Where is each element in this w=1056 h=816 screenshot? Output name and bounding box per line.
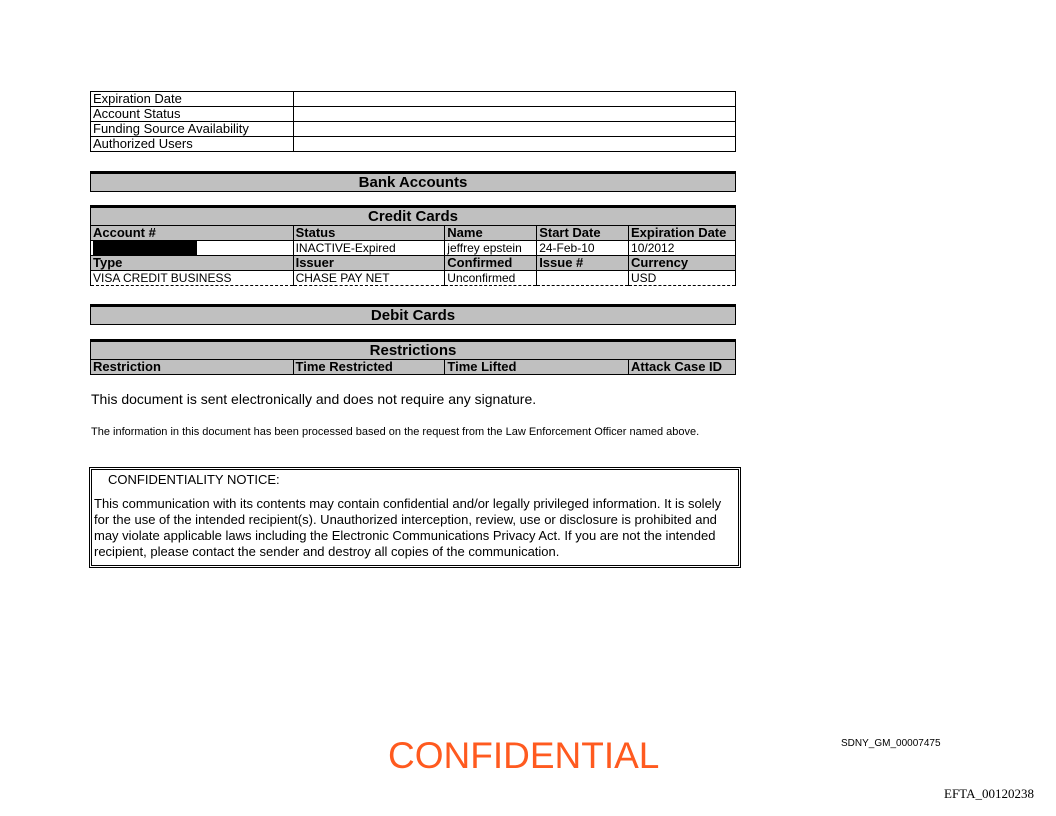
credit-cards-table (90, 225, 736, 286)
table-cell: 10/2012 (629, 241, 736, 256)
column-header: Type (91, 256, 294, 271)
table-row (91, 107, 736, 122)
column-header: Attack Case ID (629, 360, 736, 375)
column-header: Name (445, 226, 537, 241)
field-label: Account Status (91, 107, 294, 122)
table-row (91, 92, 736, 107)
table-cell: 24-Feb-10 (537, 241, 629, 256)
column-header: Start Date (537, 226, 629, 241)
table-cell: VISA CREDIT BUSINESS (91, 271, 294, 286)
column-header: Confirmed (445, 256, 537, 271)
column-header: Status (293, 226, 445, 241)
credit-cards-header: Credit Cards (90, 205, 736, 226)
bank-accounts-header: Bank Accounts (90, 171, 736, 192)
notice-title: CONFIDENTIALITY NOTICE: (108, 472, 280, 487)
table-row (91, 122, 736, 137)
column-header: Expiration Date (629, 226, 736, 241)
table-cell: USD (629, 271, 736, 286)
table-cell: INACTIVE-Expired (293, 241, 445, 256)
field-value (294, 107, 736, 122)
efta-number: EFTA_00120238 (944, 786, 1034, 801)
table-row (91, 271, 736, 286)
account-number-cell (91, 241, 294, 256)
table-cell (537, 271, 629, 286)
table-cell: Unconfirmed (445, 271, 537, 286)
processed-statement: The information in this document has been processed based on the request from the Law Enforcement Officer named above. (91, 426, 700, 438)
confidentiality-notice-box (89, 467, 741, 568)
field-value (294, 92, 736, 107)
confidential-stamp: CONFIDENTIAL (388, 735, 660, 776)
account-info-table (90, 91, 736, 152)
restrictions-header: Restrictions (90, 339, 736, 360)
column-header: Account # (91, 226, 294, 241)
column-header: Time Restricted (293, 360, 445, 375)
field-value (294, 137, 736, 152)
table-cell: jeffrey epstein (445, 241, 537, 256)
field-label: Authorized Users (91, 137, 294, 152)
debit-cards-header: Debit Cards (90, 304, 736, 325)
column-header: Time Lifted (445, 360, 537, 375)
table-header-row (91, 360, 736, 375)
table-header-row (91, 226, 736, 241)
field-label: Expiration Date (91, 92, 294, 107)
field-label: Funding Source Availability (91, 122, 294, 137)
column-header (537, 360, 629, 375)
table-cell: CHASE PAY NET (293, 271, 445, 286)
bates-number: SDNY_GM_00007475 (841, 738, 941, 749)
column-header: Issue # (537, 256, 629, 271)
table-header-row (91, 256, 736, 271)
field-value (294, 122, 736, 137)
signature-statement: This document is sent electronically and does not require any signature. (91, 391, 537, 407)
table-row (91, 241, 736, 256)
column-header: Issuer (293, 256, 445, 271)
redaction-block (93, 241, 197, 255)
column-header: Restriction (91, 360, 294, 375)
column-header: Currency (629, 256, 736, 271)
restrictions-table (90, 359, 736, 375)
notice-body: This communication with its contents may contain confidential and/or legally privileged information. It is solely for the use of the intended recipient(s). Unauthorized interception, review, use or disclosure is prohibited and may violate applicable laws including the Electronic Communications Privacy Act. If you are not the intended recipient, please contact the sender and destroy all copies of the communication. (94, 496, 722, 559)
table-row (91, 137, 736, 152)
